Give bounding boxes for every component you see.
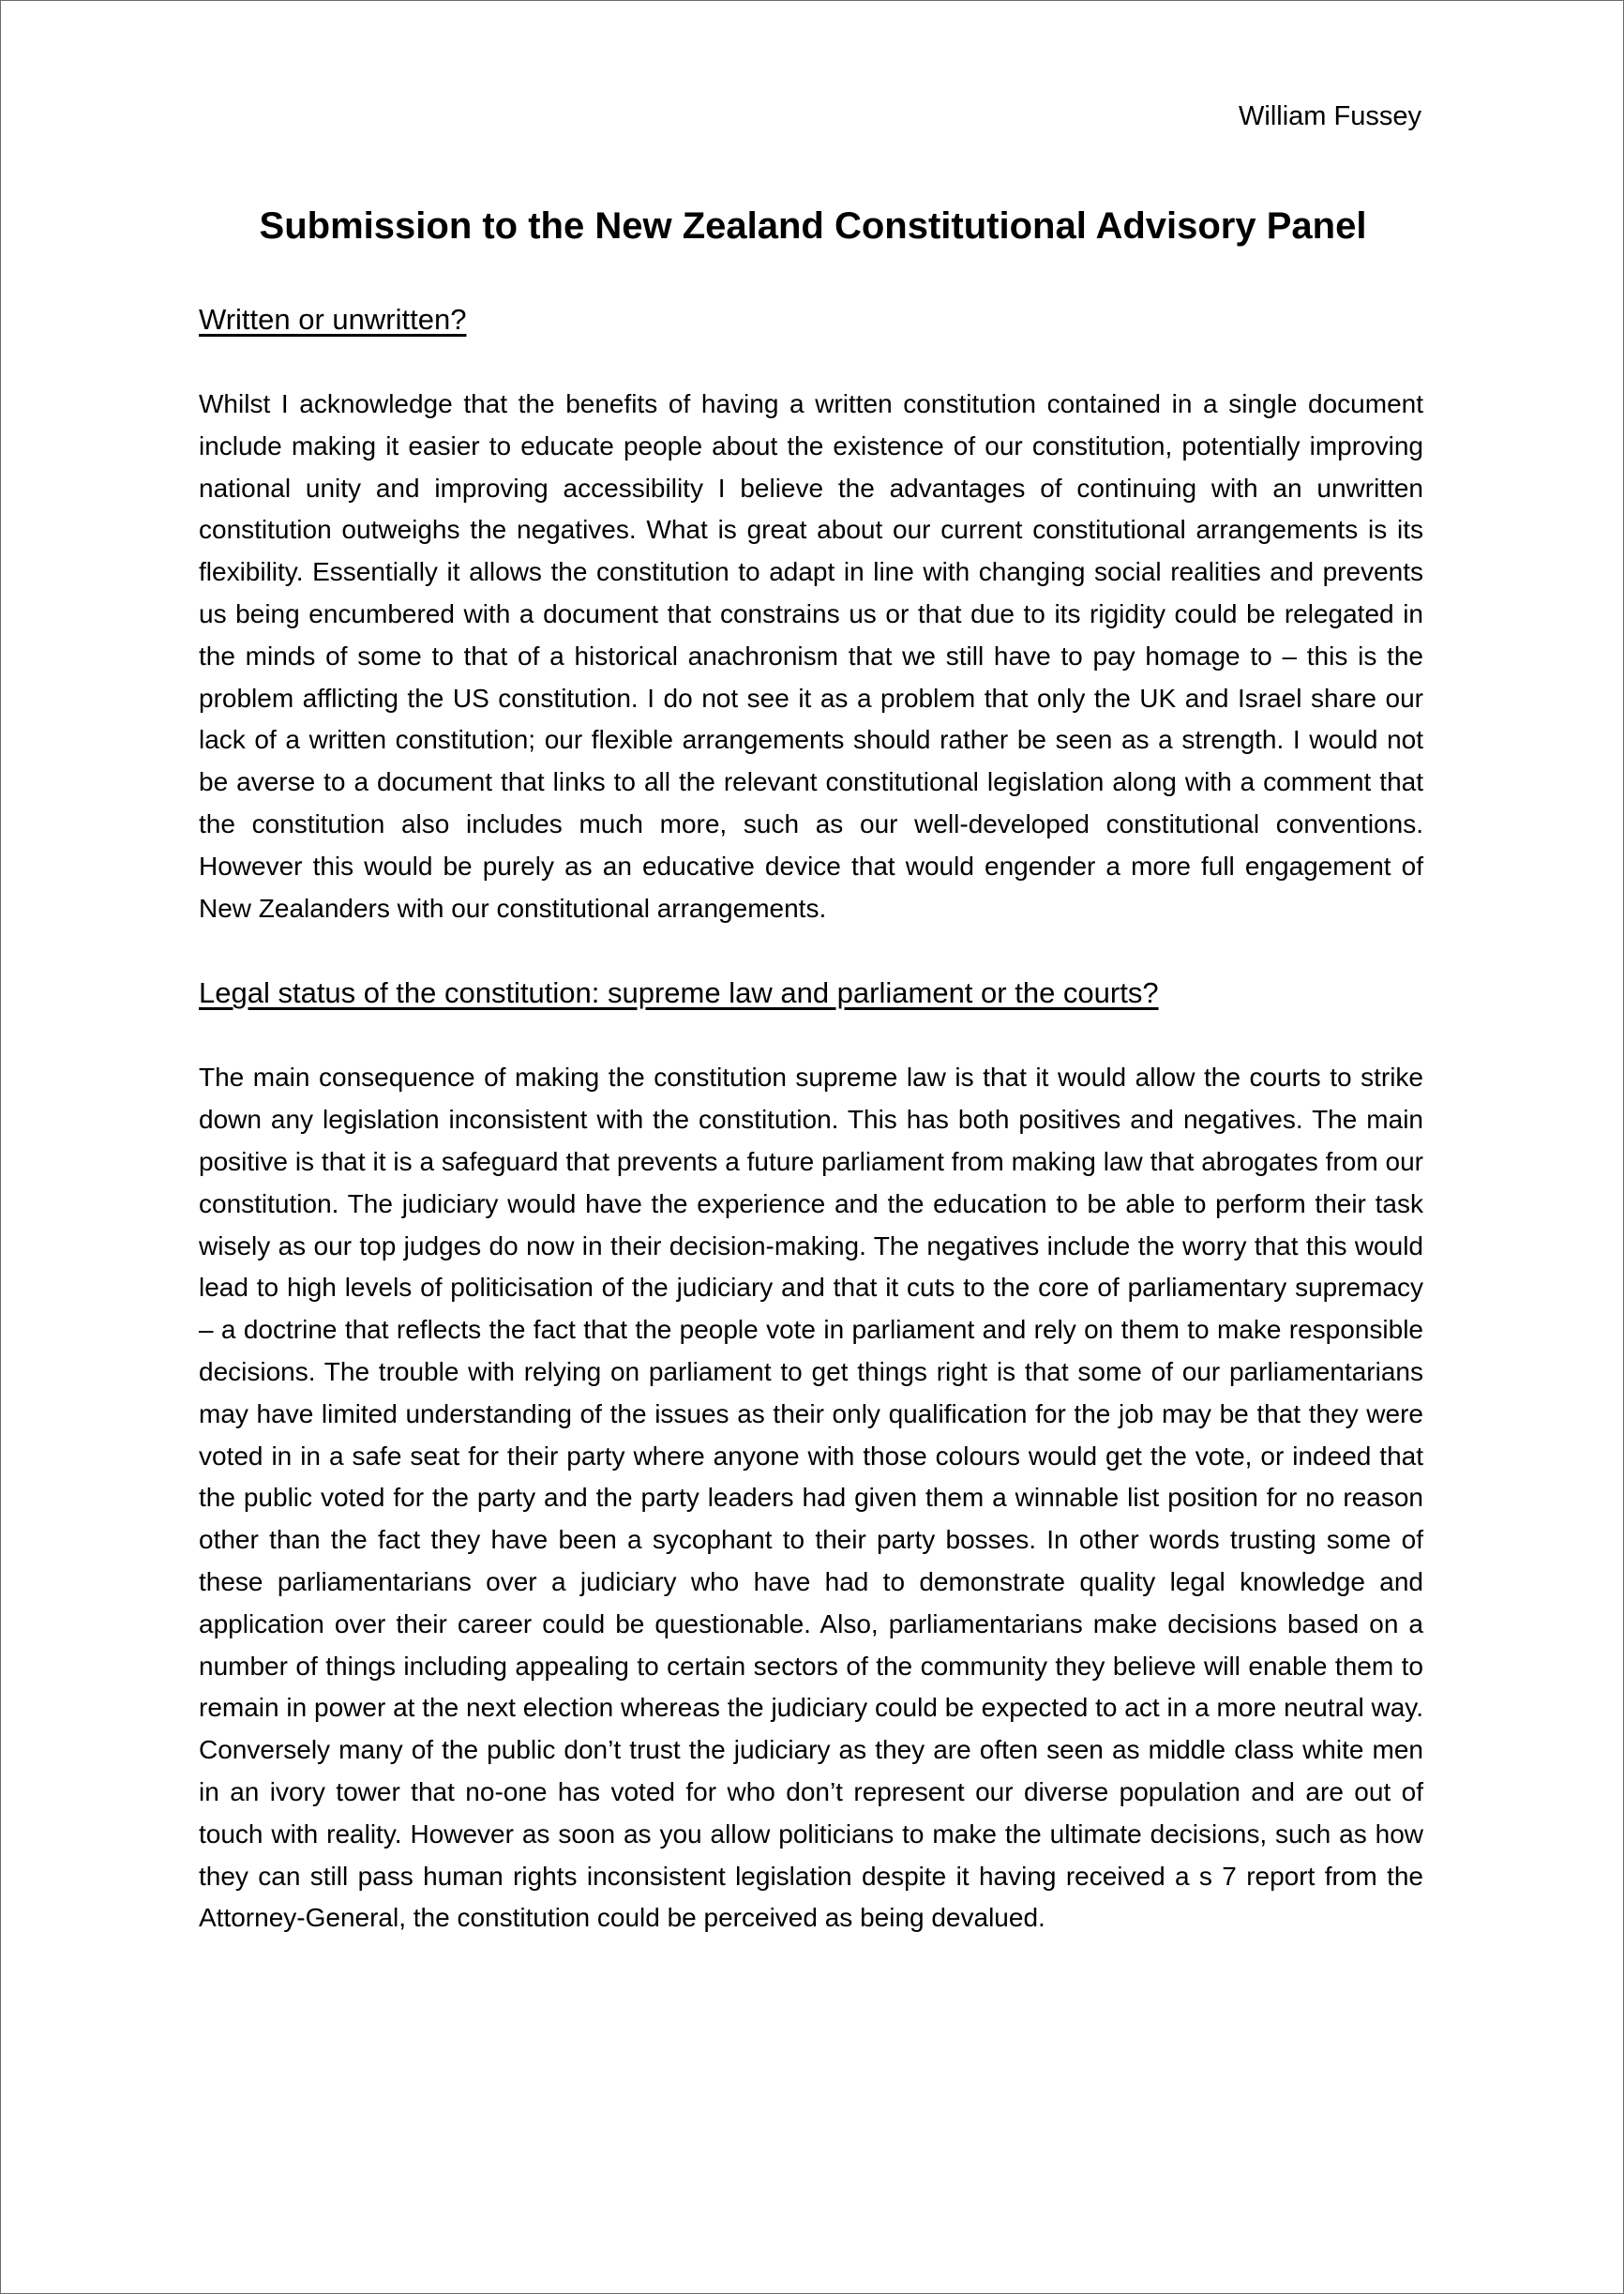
author-name: William Fussey bbox=[1239, 101, 1421, 131]
section-paragraph-written-or-unwritten: Whilst I acknowledge that the benefits of having a written constitution contained in a single document include making it easier to educate people about the existence of our constitution, potentially improving national unity and improving accessibility I believe the advantages of continuing with an unwritten constitution outweighs the negatives. What is great about our current constitutional arrangements is its flexibility. Essentially it allows the constitution to adapt in line with changing social realities and prevents us being encumbered with a document that constrains us or that due to its rigidity could be relegated in the minds of some to that of a historical anachronism that we still have to pay homage to – this is the problem afflicting the US constitution. I do not see it as a problem that only the UK and Israel share our lack of a written constitution; our flexible arrangements should rather be seen as a strength. I would not be averse to a document that links to all the relevant constitutional legislation along with a comment that the constitution also includes much more, such as our well-developed constitutional conventions. However this would be purely as an educative device that would engender a more full engagement of New Zealanders with our constitutional arrangements. bbox=[199, 389, 1423, 923]
document-title: Submission to the New Zealand Constitutional Advisory Panel bbox=[259, 205, 1367, 247]
section-heading-written-or-unwritten: Written or unwritten? bbox=[199, 303, 467, 336]
section-heading-legal-status: Legal status of the constitution: supreme law and parliament or the courts? bbox=[199, 976, 1159, 1010]
document-body bbox=[199, 299, 1423, 1983]
section-paragraph-legal-status: The main consequence of making the constitution supreme law is that it would allow the courts to strike down any legislation inconsistent with the constitution. This has both positives and negatives. The main positive is that it is a safeguard that prevents a future parliament from making law that abrogates from our constitution. The judiciary would have the experience and the education to be able to perform their task wisely as our top judges do now in their decision-making. The negatives include the worry that this would lead to high levels of politicisation of the judiciary and that it cuts to the core of parliamentary supremacy – a doctrine that reflects the fact that the people vote in parliament and rely on them to make responsible decisions. The trouble with relying on parliament to get things right is that some of our parliamentarians may have limited understanding of the issues as their only qualification for the job may be that they were voted in in a safe seat for their party where anyone with those colours would get the vote, or indeed that the public voted for the party and the party leaders had given them a winnable list position for no reason other than the fact they have been a sycophant to their party bosses. In other words trusting some of these parliamentarians over a judiciary who have had to demonstrate quality legal knowledge and application over their career could be questionable. Also, parliamentarians make decisions based on a number of things including appealing to certain sectors of the community they believe will enable them to remain in power at the next election whereas the judiciary could be expected to act in a more neutral way. Conversely many of the public don’t trust the judiciary as they are often seen as middle class white men in an ivory tower that no-one has voted for who don’t represent our diverse population and are out of touch with reality. However as soon as you allow politicians to make the ultimate decisions, such as how they can still pass human rights inconsistent legislation despite it having received a s 7 report from the Attorney-General, the constitution could be perceived as being devalued. bbox=[199, 1063, 1423, 1933]
